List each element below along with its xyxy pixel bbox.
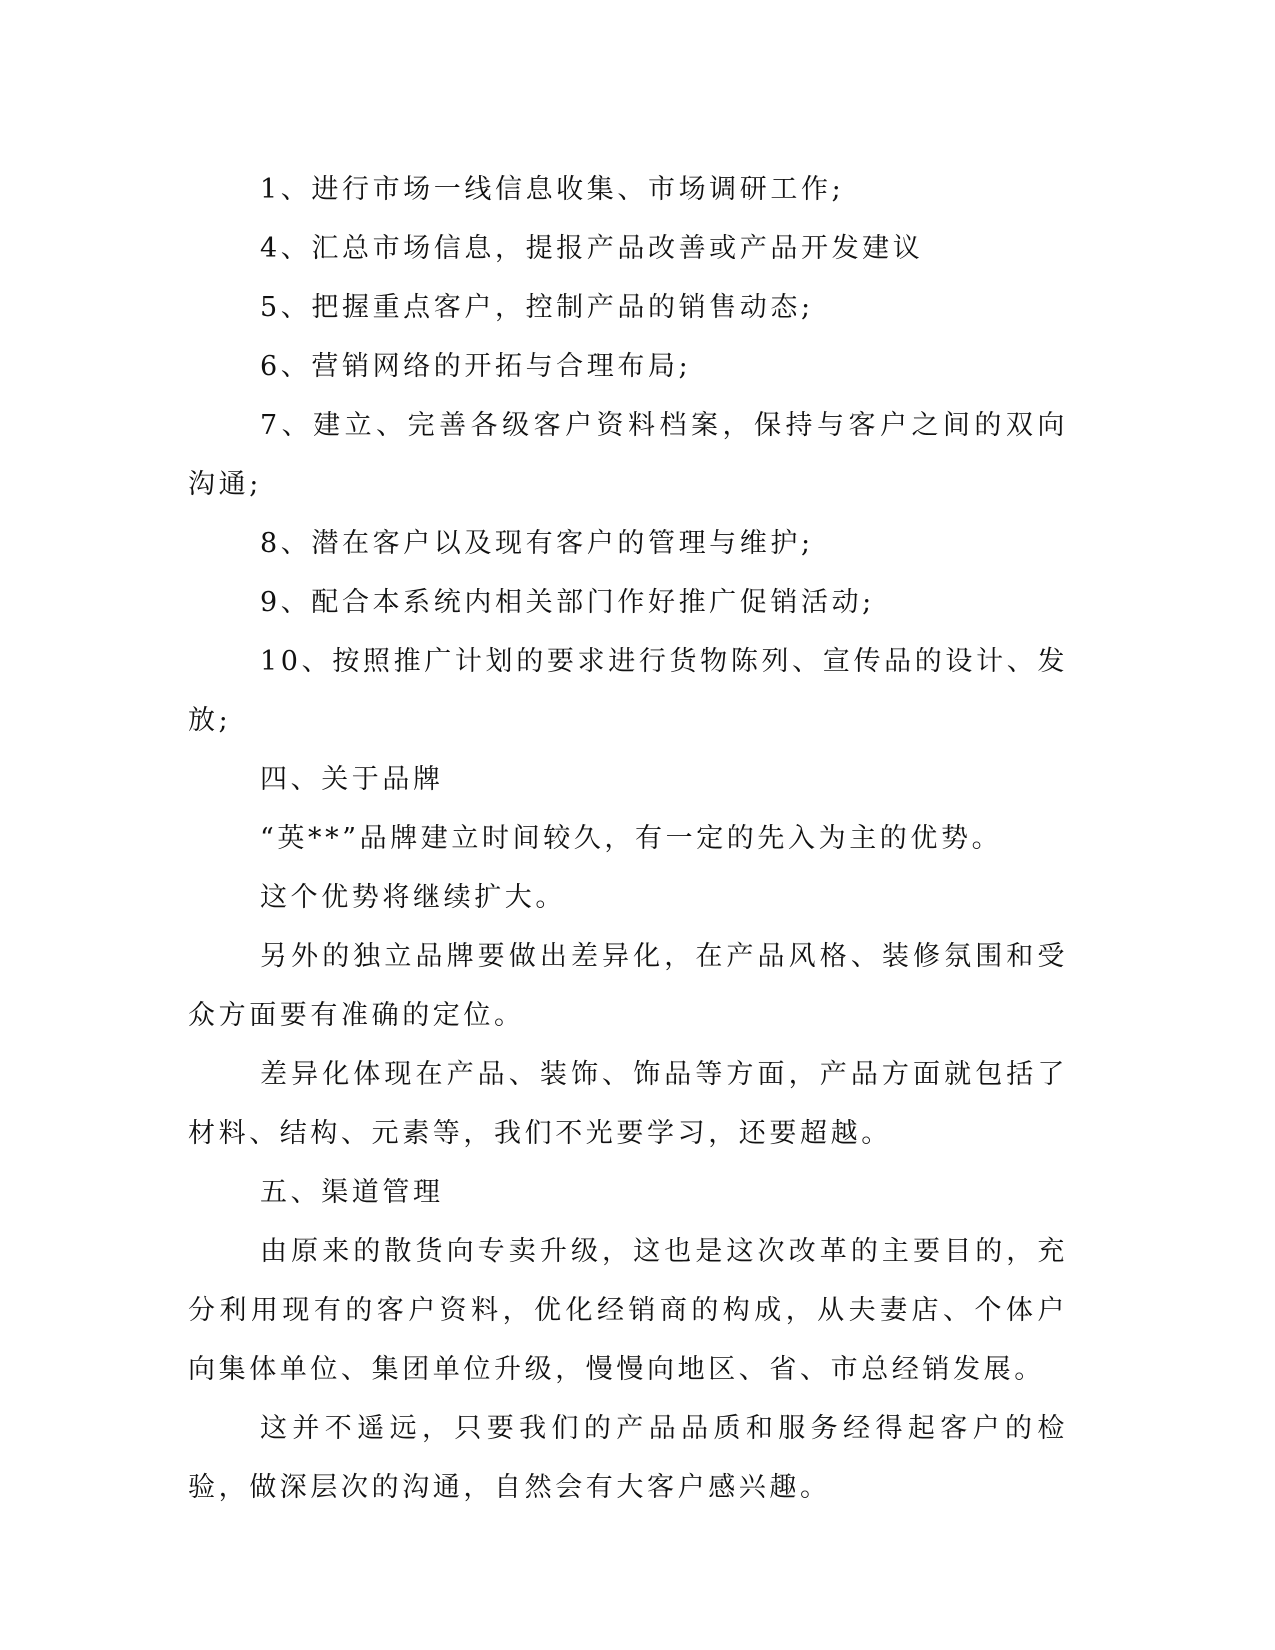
list-item-7: 7、建立、完善各级客户资料档案，保持与客户之间的双向沟通; <box>188 410 1068 500</box>
section-heading-brand: 四、关于品牌 <box>260 764 444 795</box>
paragraph: “英**”品牌建立时间较久，有一定的先入为主的优势。 <box>260 823 1003 854</box>
document-body <box>188 160 1068 1517</box>
paragraph: 另外的独立品牌要做出差异化，在产品风格、装修氛围和受众方面要有准确的定位。 <box>188 941 1068 1031</box>
list-item-8: 8、潜在客户以及现有客户的管理与维护; <box>260 528 814 559</box>
paragraph: 这并不遥远，只要我们的产品品质和服务经得起客户的检验，做深层次的沟通，自然会有大客户感兴趣。 <box>188 1413 1068 1503</box>
list-item-10: 10、按照推广计划的要求进行货物陈列、宣传品的设计、发放; <box>188 646 1068 736</box>
list-item-5: 5、把握重点客户，控制产品的销售动态; <box>260 292 814 323</box>
section-heading-channel: 五、渠道管理 <box>260 1177 444 1208</box>
list-item-1: 1、进行市场一线信息收集、市场调研工作; <box>260 174 845 205</box>
paragraph: 差异化体现在产品、装饰、饰品等方面，产品方面就包括了材料、结构、元素等，我们不光要学习，还要超越。 <box>188 1059 1068 1149</box>
list-item-9: 9、配合本系统内相关部门作好推广促销活动; <box>260 587 875 618</box>
list-item-6: 6、营销网络的开拓与合理布局; <box>260 351 692 382</box>
list-item-4: 4、汇总市场信息，提报产品改善或产品开发建议 <box>260 233 924 264</box>
paragraph: 由原来的散货向专卖升级，这也是这次改革的主要目的，充分利用现有的客户资料，优化经销商的构成，从夫妻店、个体户向集体单位、集团单位升级，慢慢向地区、省、市总经销发展。 <box>188 1236 1068 1385</box>
paragraph: 这个优势将继续扩大。 <box>260 882 566 913</box>
